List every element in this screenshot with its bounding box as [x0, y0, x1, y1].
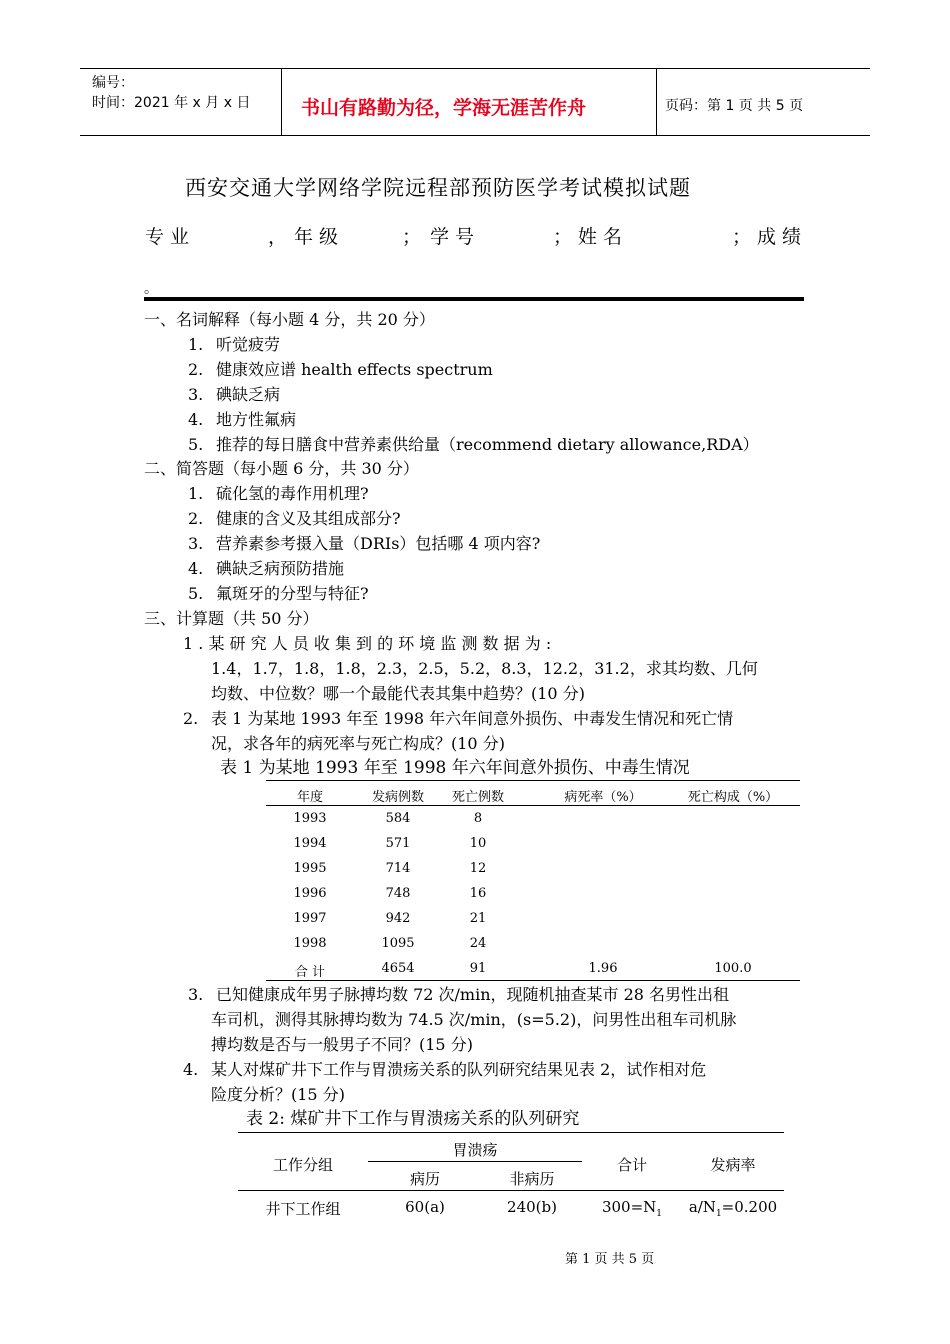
header-date: 时间：2021 年 x 月 x 日: [92, 95, 251, 111]
table2-header-non-history: 非病历: [509, 1170, 555, 1188]
field-grade: 年 级: [294, 226, 339, 248]
q1-line-2: 1.4，1.7，1.8，1.8，2.3，2.5，5.2，8.3，12.2，31.2，求其均数、几何: [211, 659, 758, 678]
table2-header-total: 合计: [616, 1156, 647, 1174]
table1-cell: 571: [385, 836, 411, 851]
table1-top-rule: [266, 780, 800, 781]
header-bottom-rule: [80, 135, 870, 136]
header-page-info: 页码：第 1 页 共 5 页: [665, 98, 804, 114]
rate-post: =0.200: [721, 1198, 778, 1216]
q1-line-1: 1 . 某 研 究 人 员 收 集 到 的 环 境 监 测 数 据 为 :: [183, 634, 552, 653]
item-number: 3.: [188, 385, 204, 404]
table1-cell: 10: [469, 836, 487, 851]
item-text: 推荐的每日膳食中营养素供给量（recommend dietary allowance,RDA）: [216, 435, 759, 454]
field-sep-3: ；: [732, 226, 752, 248]
field-score: 成 绩: [757, 226, 802, 248]
q1-line-3: 均数、中位数？哪一个最能代表其集中趋势？(10 分): [211, 684, 585, 703]
item-text: 健康效应谱 health effects spectrum: [216, 360, 493, 379]
section-2-item: [188, 534, 540, 554]
item-number: 4.: [188, 410, 204, 429]
table2-header-group: 工作分组: [272, 1156, 333, 1174]
header-divider-left: [281, 68, 282, 135]
table1-cell: 21: [469, 911, 487, 926]
table1-cell: 12: [469, 861, 487, 876]
table2-cell-total: [582, 1198, 682, 1219]
table1-bottom-rule: [266, 980, 800, 981]
item-text: 听觉疲劳: [216, 335, 281, 354]
table1-header-cell: 发病例数: [371, 790, 424, 805]
table2-cell-rate: [682, 1198, 784, 1219]
table1-cell: 714: [385, 861, 411, 876]
field-major: 专 业: [145, 226, 190, 248]
item-text: 健康的含义及其组成部分?: [216, 509, 401, 528]
item-text: 硫化氢的毒作用机理?: [216, 484, 369, 503]
total-subscript: 1: [656, 1209, 663, 1219]
q4-number: 4.: [183, 1060, 199, 1079]
section-2-item: [188, 584, 369, 604]
section-1-item: [188, 360, 493, 380]
q4-line-1: 某人对煤矿井下工作与胃溃疡关系的队列研究结果见表 2，试作相对危: [211, 1060, 707, 1079]
table1-cell: 748: [385, 886, 411, 901]
table1-header-rule: [266, 805, 800, 806]
field-sep-2: ；: [553, 226, 573, 248]
table2-sub-rule: [368, 1161, 582, 1162]
section-2-heading: 二、简答题（每小题 6 分，共 30 分）: [144, 459, 419, 478]
rate-subscript: 1: [715, 1209, 722, 1219]
table2-cell-group: 井下工作组: [265, 1200, 341, 1218]
q3-line-2: 车司机，测得其脉搏均数为 74.5 次/min，(s=5.2)，问男性出租车司机脉: [211, 1010, 737, 1029]
table1-cell: 16: [469, 886, 487, 901]
section-3-heading: 三、计算题（共 50 分）: [144, 609, 319, 628]
table1-cell: 91: [469, 961, 487, 976]
q3-line-1: 已知健康成年男子脉搏均数 72 次/min，现随机抽查某市 28 名男性出租: [216, 985, 730, 1004]
table2-header-ulcer: 胃溃疡: [452, 1141, 498, 1159]
table1-cell: 1994: [293, 836, 327, 851]
header-motto: 书山有路勤为径，学海无涯苦作舟: [301, 97, 587, 119]
field-sep-comma: ，: [268, 226, 288, 248]
item-number: 1.: [188, 484, 204, 503]
item-number: 5.: [188, 584, 204, 603]
section-1-item: [188, 385, 280, 405]
item-text: 碘缺乏病: [216, 385, 281, 404]
table1-cell: 24: [469, 936, 487, 951]
item-text: 碘缺乏病预防措施: [216, 559, 345, 578]
section-1-item: [188, 335, 280, 355]
q2-line-2: 况，求各年的病死率与死亡构成？(10 分): [211, 734, 505, 753]
table1-header-cell: 死亡构成（%）: [687, 790, 779, 805]
table1-cell: 1997: [293, 911, 327, 926]
field-sep-1: ；: [402, 226, 422, 248]
table1-cell: 4654: [381, 961, 415, 976]
table1-cell: 1.96: [588, 961, 618, 976]
item-number: 4.: [188, 559, 204, 578]
header-divider-right: [656, 68, 657, 135]
section-1-item: [188, 410, 296, 430]
section-2-item: [188, 509, 401, 529]
header-code-label: 编号：: [92, 75, 134, 91]
table1-cell: 1998: [293, 936, 327, 951]
item-number: 5.: [188, 435, 204, 454]
section-2-item: [188, 484, 369, 504]
table2-header-rule: [238, 1190, 784, 1191]
table1-cell: 1095: [381, 936, 415, 951]
table1-header-cell: 病死率（%）: [564, 790, 642, 805]
field-name: 姓 名: [578, 226, 623, 248]
field-student-id: 学 号: [430, 226, 475, 248]
q3-line-3: 搏均数是否与一般男子不同？(15 分): [211, 1035, 473, 1054]
table2-header-rate: 发病率: [710, 1156, 756, 1174]
table2-cell-a: 60(a): [405, 1198, 445, 1216]
q2-number: 2.: [183, 709, 199, 728]
item-number: 1.: [188, 335, 204, 354]
q2-line-1: 表 1 为某地 1993 年至 1998 年六年间意外损伤、中毒发生情况和死亡情: [211, 709, 734, 728]
item-text: 营养素参考摄入量（DRIs）包括哪 4 项内容?: [216, 534, 541, 553]
table1-caption: 表 1 为某地 1993 年至 1998 年六年间意外损伤、中毒生情况: [220, 758, 690, 778]
table1-cell: 1995: [293, 861, 327, 876]
item-number: 2.: [188, 509, 204, 528]
page-footer: 第 1 页 共 5 页: [565, 1252, 655, 1267]
total-text: 300=N: [601, 1198, 657, 1216]
item-text: 地方性氟病: [216, 410, 297, 429]
q4-line-2: 险度分析？(15 分): [211, 1085, 345, 1104]
item-number: 3.: [188, 534, 204, 553]
rate-pre: a/N: [688, 1198, 716, 1216]
header-top-rule: [80, 68, 870, 69]
field-period: 。: [144, 281, 158, 297]
title-separator-rule: [144, 297, 804, 301]
table1-cell: 1996: [293, 886, 327, 901]
section-1-item: [188, 435, 759, 455]
item-text: 氟斑牙的分型与特征?: [216, 584, 369, 603]
table2-caption: 表 2: 煤矿井下工作与胃溃疡关系的队列研究: [246, 1109, 580, 1129]
table1-cell: 584: [385, 811, 411, 826]
table1-header-cell: 死亡例数: [451, 790, 504, 805]
table2-top-rule: [238, 1132, 784, 1133]
table1-cell: 1993: [293, 811, 327, 826]
q3-number: 3.: [188, 985, 204, 1004]
table1-cell: 100.0: [714, 961, 752, 976]
exam-title: 西安交通大学网络学院远程部预防医学考试模拟试题: [185, 176, 691, 200]
item-number: 2.: [188, 360, 204, 379]
table1-cell: 8: [473, 811, 483, 826]
table2-cell-b: 240(b): [507, 1198, 557, 1216]
section-2-item: [188, 559, 344, 579]
table2-header-history: 病历: [409, 1170, 440, 1188]
section-1-heading: 一、名词解释（每小题 4 分，共 20 分）: [144, 310, 435, 329]
table1-cell: 942: [385, 911, 411, 926]
table1-cell: 合 计: [294, 965, 326, 980]
table1-header-cell: 年度: [296, 790, 323, 805]
